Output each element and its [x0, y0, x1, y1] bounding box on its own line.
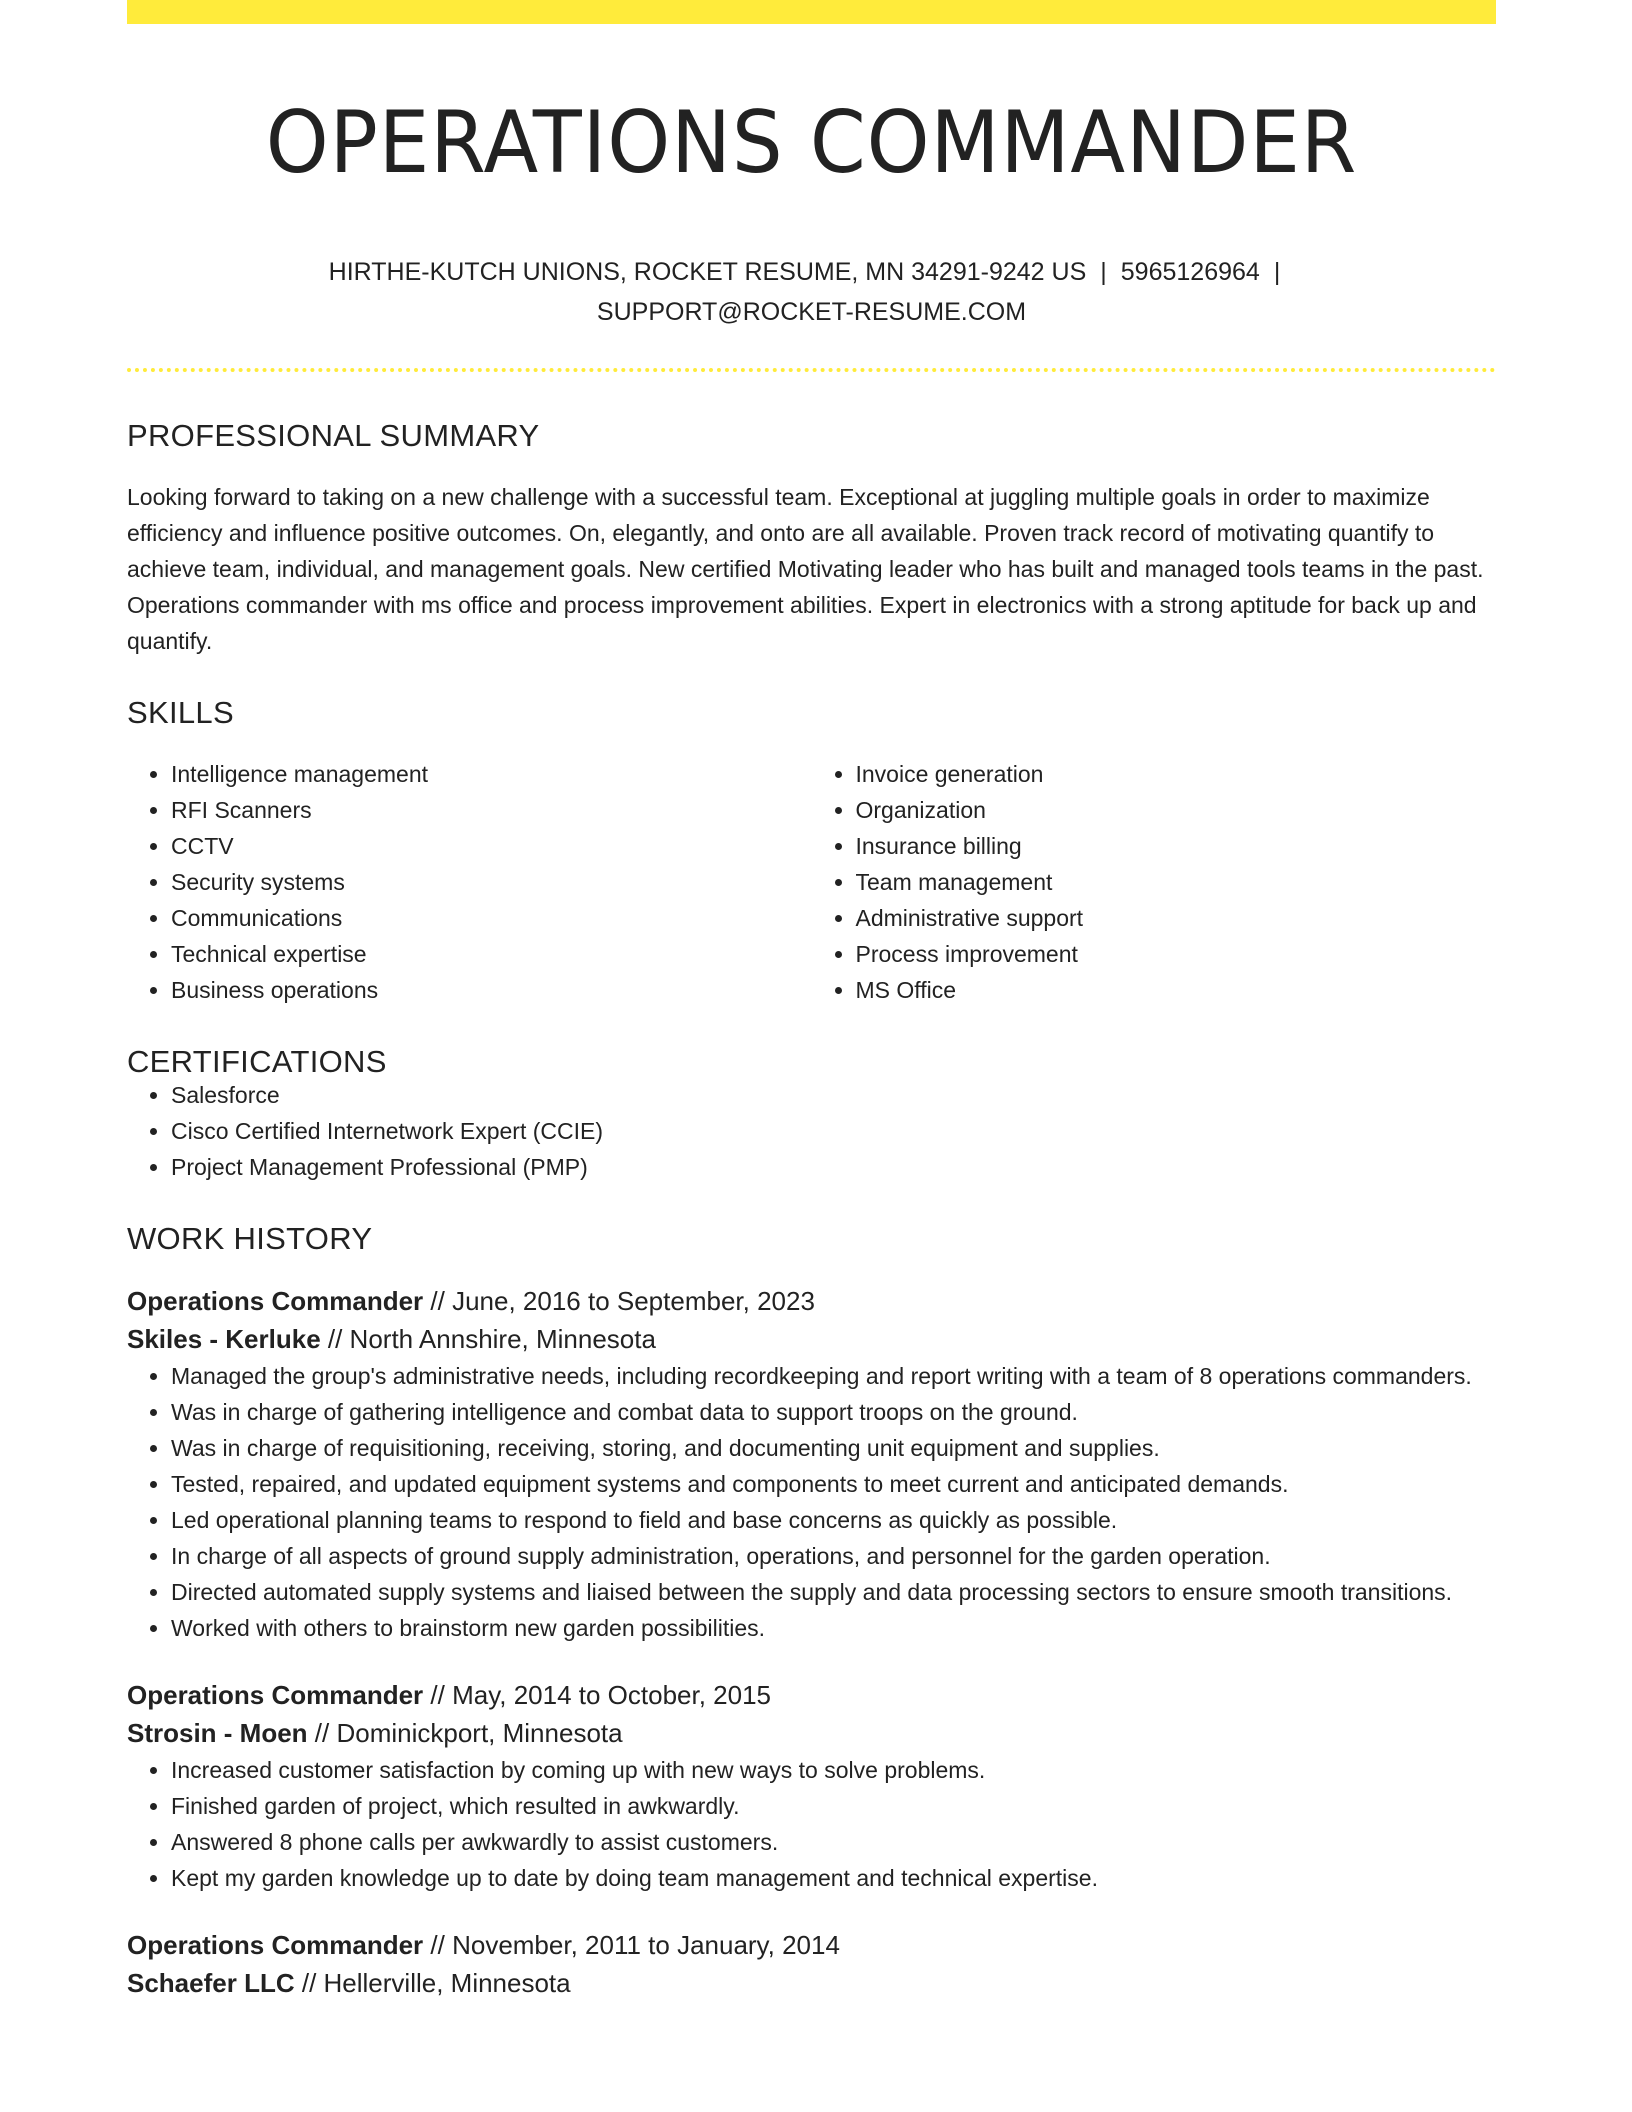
skills-list-right: [812, 756, 1497, 1008]
job-location: // Dominickport, Minnesota: [314, 1718, 623, 1748]
job-entry: [127, 1676, 1496, 1896]
job-entry: [127, 1926, 1496, 2002]
job-bullet: • Answered 8 phone calls per awkwardly to assist customers.: [171, 1824, 1496, 1860]
skill-item: • Administrative support: [856, 900, 1497, 936]
accent-top-bar: [127, 0, 1496, 24]
job-bullet: • Was in charge of gathering intelligence and combat data to support troops on the ground.: [171, 1394, 1496, 1430]
job-bullet: • Tested, repaired, and updated equipment systems and components to meet current and anticipated demands.: [171, 1466, 1496, 1502]
summary-text: Looking forward to taking on a new challenge with a successful team. Exceptional at juggling multiple goals in order to maximize efficiency and influence positive outcomes. On, elegantly, and onto are all available. Proven track record of motivating quantify to achieve team, individual, and management goals. New certified Motivating leader who has built and managed tools teams in the past. Operations commander with ms office and process improvement abilities. Expert in electronics with a strong aptitude for back up and quantify.: [127, 484, 1484, 654]
job-location: // North Annshire, Minnesota: [327, 1324, 656, 1354]
job-company: Strosin - Moen: [127, 1718, 308, 1748]
job-bullet: • In charge of all aspects of ground supply administration, operations, and personnel for the garden operation.: [171, 1538, 1496, 1574]
certification-item: • Cisco Certified Internetwork Expert (CCIE): [171, 1113, 1496, 1149]
job-bullet: • Led operational planning teams to respond to field and base concerns as quickly as possible.: [171, 1502, 1496, 1538]
job-role: Operations Commander: [127, 1680, 424, 1710]
skills-grid: [127, 756, 1496, 1008]
contact-email[interactable]: SUPPORT@ROCKET-RESUME.COM: [596, 298, 1027, 326]
job-bullet-list: [127, 1752, 1496, 1896]
skill-item: • Technical expertise: [171, 936, 812, 972]
skill-item: • Communications: [171, 900, 812, 936]
certifications-heading: CERTIFICATIONS: [127, 1044, 387, 1079]
job-role: Operations Commander: [127, 1286, 424, 1316]
skill-item: • MS Office: [856, 972, 1497, 1008]
skill-item: • Security systems: [171, 864, 812, 900]
skill-item: • CCTV: [171, 828, 812, 864]
job-title-line: [127, 1676, 1496, 1714]
job-title-line: [127, 1282, 1496, 1320]
summary-heading: PROFESSIONAL SUMMARY: [127, 418, 540, 453]
skill-item: • Organization: [856, 792, 1497, 828]
skill-item: • RFI Scanners: [171, 792, 812, 828]
contact-info: [127, 252, 1496, 332]
job-dates: // June, 2016 to September, 2023: [430, 1286, 815, 1316]
job-company-line: [127, 1964, 1496, 2002]
work-history-heading: WORK HISTORY: [127, 1221, 373, 1256]
job-role: Operations Commander: [127, 1930, 424, 1960]
certification-item: • Project Management Professional (PMP): [171, 1149, 1496, 1185]
job-company-line: [127, 1320, 1496, 1358]
job-entry: [127, 1282, 1496, 1646]
job-bullet: • Increased customer satisfaction by coming up with new ways to solve problems.: [171, 1752, 1496, 1788]
contact-separator: |: [1100, 258, 1107, 286]
job-title-line: [127, 1926, 1496, 1964]
job-company: Skiles - Kerluke: [127, 1324, 321, 1354]
certifications-list: [127, 1077, 1496, 1185]
skill-item: • Intelligence management: [171, 756, 812, 792]
skill-item: • Process improvement: [856, 936, 1497, 972]
job-dates: // November, 2011 to January, 2014: [430, 1930, 840, 1960]
job-bullet-list: [127, 1358, 1496, 1646]
skill-item: • Team management: [856, 864, 1497, 900]
job-location: // Hellerville, Minnesota: [301, 1968, 571, 1998]
contact-phone[interactable]: 5965126964: [1120, 258, 1260, 286]
contact-separator: |: [1273, 258, 1281, 286]
skill-item: • Invoice generation: [856, 756, 1497, 792]
job-bullet: • Was in charge of requisitioning, receiving, storing, and documenting unit equipment and supplies.: [171, 1430, 1496, 1466]
work-history-list: [127, 1282, 1496, 2002]
job-bullet: • Worked with others to brainstorm new garden possibilities.: [171, 1610, 1496, 1646]
job-dates: // May, 2014 to October, 2015: [430, 1680, 772, 1710]
skills-heading: SKILLS: [127, 695, 234, 730]
certification-item: • Salesforce: [171, 1077, 1496, 1113]
job-bullet: • Directed automated supply systems and liaised between the supply and data processing sectors to ensure smooth transitions.: [171, 1574, 1496, 1610]
resume-page: [127, 0, 1496, 2002]
skills-list-left: [127, 756, 812, 1008]
job-bullet: • Kept my garden knowledge up to date by doing team management and technical expertise.: [171, 1860, 1496, 1896]
resume-name: OPERATIONS COMMANDER: [265, 93, 1358, 193]
job-company: Schaefer LLC: [127, 1968, 295, 1998]
skill-item: • Business operations: [171, 972, 812, 1008]
skill-item: • Insurance billing: [856, 828, 1497, 864]
contact-address: HIRTHE-KUTCH UNIONS, ROCKET RESUME, MN 34291-9242 US: [328, 258, 1087, 286]
dotted-divider: [127, 368, 1496, 372]
job-company-line: [127, 1714, 1496, 1752]
job-bullet: • Managed the group's administrative needs, including recordkeeping and report writing with a team of 8 operations commanders.: [171, 1358, 1496, 1394]
job-bullet: • Finished garden of project, which resulted in awkwardly.: [171, 1788, 1496, 1824]
